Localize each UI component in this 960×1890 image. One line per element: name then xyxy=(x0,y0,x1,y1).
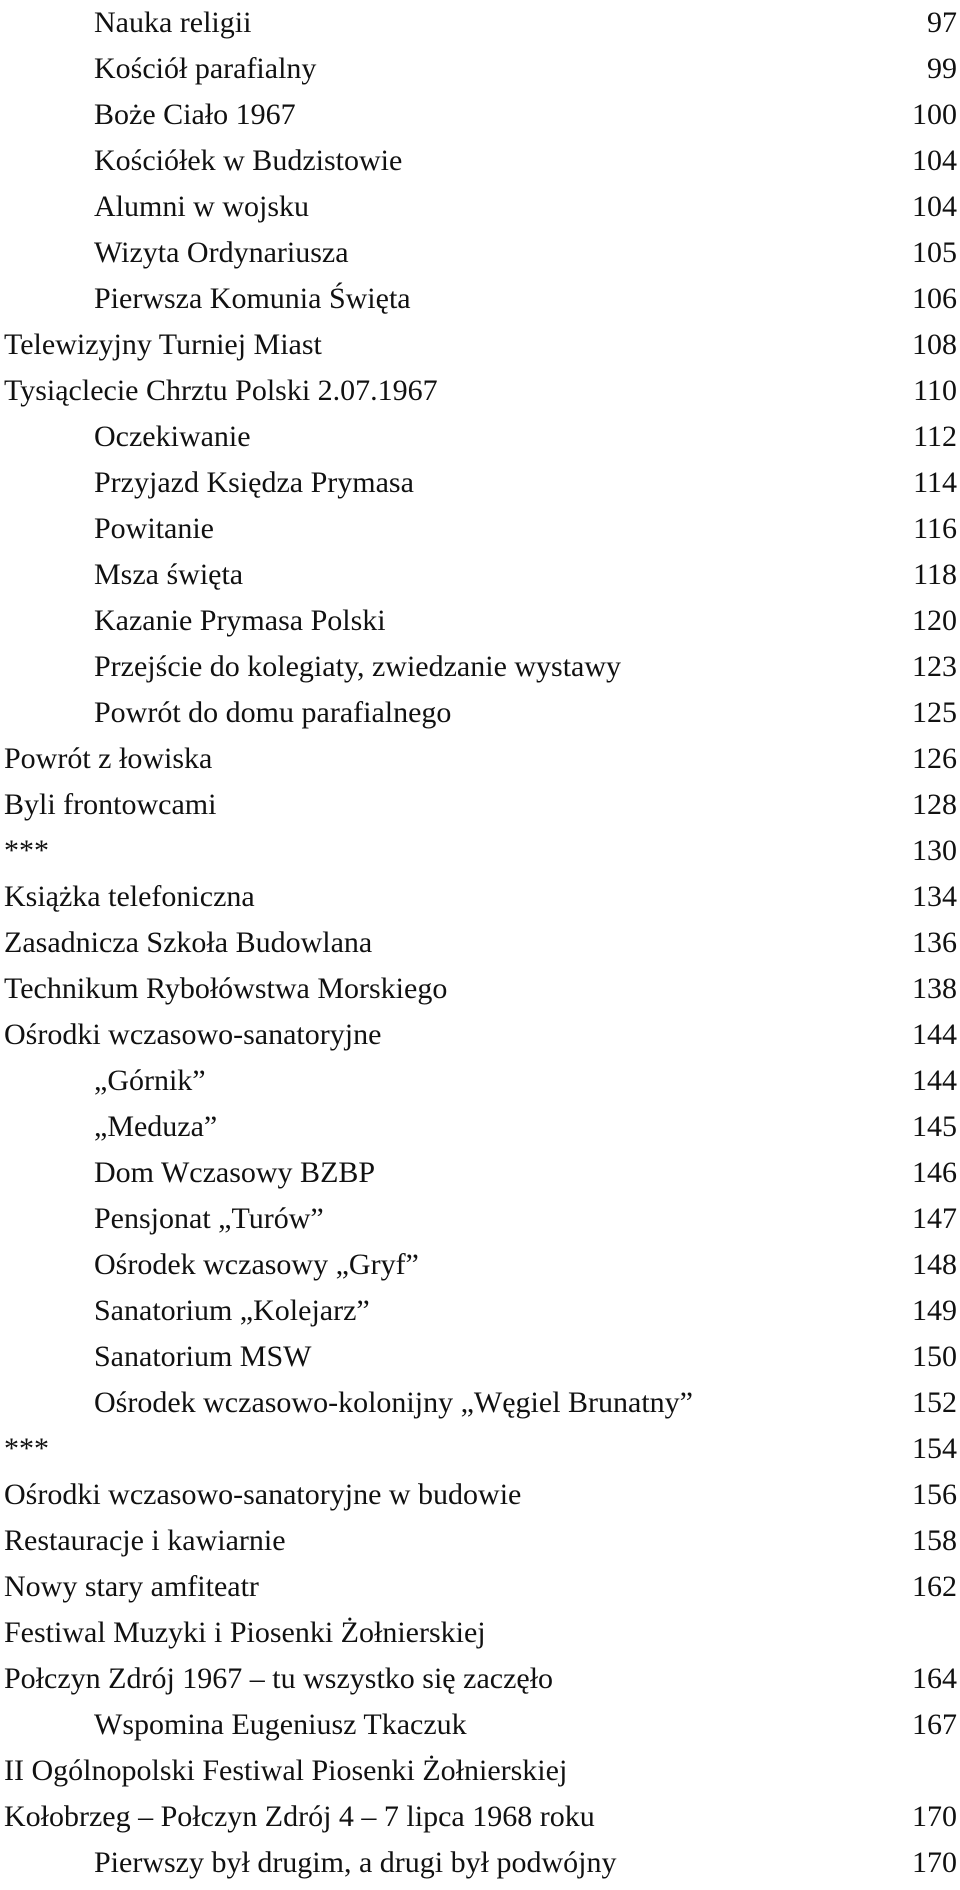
toc-entry-title: Ośrodek wczasowy „Gryf” xyxy=(94,1248,419,1281)
toc-entry-title: Alumni w wojsku xyxy=(94,190,310,223)
toc-entry-page-number: 144 xyxy=(912,1064,957,1097)
toc-entry-title: Przyjazd Księdza Prymasa xyxy=(94,466,414,499)
toc-entry-title: *** xyxy=(4,1432,49,1465)
toc-entry xyxy=(0,644,960,690)
toc-entry-page-number: 170 xyxy=(912,1846,957,1879)
toc-entry-title: Tysiąclecie Chrztu Polski 2.07.1967 xyxy=(4,374,438,407)
toc-entry-title: „Meduza” xyxy=(94,1110,218,1143)
toc-entry-title: Sanatorium „Kolejarz” xyxy=(94,1294,370,1327)
toc-entry-page-number: 147 xyxy=(912,1202,957,1235)
toc-entry-title: Boże Ciało 1967 xyxy=(94,98,296,131)
toc-entry-page-number: 138 xyxy=(912,972,957,1005)
toc-entry-title: Zasadnicza Szkoła Budowlana xyxy=(4,926,373,959)
toc-entry xyxy=(0,552,960,598)
toc-entry xyxy=(0,1702,960,1748)
toc-entry-page-number: 134 xyxy=(912,880,957,913)
toc-entry xyxy=(0,230,960,276)
toc-entry xyxy=(0,1656,960,1702)
toc-entry-title: II Ogólnopolski Festiwal Piosenki Żołnierskiej xyxy=(4,1754,568,1787)
toc-entry-page-number: 148 xyxy=(912,1248,957,1281)
toc-entry-title: Kościółek w Budzistowie xyxy=(94,144,403,177)
toc-entry xyxy=(0,460,960,506)
toc-entry-title: Wizyta Ordynariusza xyxy=(94,236,349,269)
toc-entry xyxy=(0,1196,960,1242)
toc-entry xyxy=(0,828,960,874)
toc-entry-page-number: 170 xyxy=(912,1800,957,1833)
toc-entry-page-number: 104 xyxy=(912,144,957,177)
toc-entry-title: Technikum Rybołówstwa Morskiego xyxy=(4,972,448,1005)
toc-entry xyxy=(0,782,960,828)
toc-entry-page-number: 162 xyxy=(912,1570,957,1603)
toc-entry xyxy=(0,1472,960,1518)
toc-entry-page-number: 123 xyxy=(912,650,957,683)
toc-entry xyxy=(0,1058,960,1104)
toc-entry-page-number: 149 xyxy=(912,1294,957,1327)
toc-entry-title: Połczyn Zdrój 1967 – tu wszystko się zaczęło xyxy=(4,1662,554,1695)
toc-entry-title: Kołobrzeg – Połczyn Zdrój 4 – 7 lipca 1968 roku xyxy=(4,1800,595,1833)
toc-entry xyxy=(0,1840,960,1886)
toc-entry xyxy=(0,46,960,92)
toc-entry-page-number: 100 xyxy=(912,98,957,131)
toc-entry xyxy=(0,1242,960,1288)
toc-entry-title: Ośrodki wczasowo-sanatoryjne w budowie xyxy=(4,1478,522,1511)
toc-entry xyxy=(0,874,960,920)
toc-entry-title: Przejście do kolegiaty, zwiedzanie wystawy xyxy=(94,650,622,683)
toc-entry-page-number: 154 xyxy=(912,1432,957,1465)
toc-entry xyxy=(0,1564,960,1610)
toc-entry-title: *** xyxy=(4,834,49,867)
toc-entry xyxy=(0,414,960,460)
toc-entry-page-number: 114 xyxy=(913,466,957,499)
toc-entry xyxy=(0,184,960,230)
toc-entry-title: Ośrodki wczasowo-sanatoryjne xyxy=(4,1018,382,1051)
toc-entry xyxy=(0,276,960,322)
toc-entry-page-number: 99 xyxy=(927,52,957,85)
toc-entry-page-number: 164 xyxy=(912,1662,957,1695)
toc-entry xyxy=(0,322,960,368)
toc-entry xyxy=(0,966,960,1012)
toc-entry xyxy=(0,1426,960,1472)
toc-entry-title: Telewizyjny Turniej Miast xyxy=(4,328,322,361)
toc-entry-title: Powitanie xyxy=(94,512,214,545)
toc-entry xyxy=(0,1380,960,1426)
toc-entry-title: Kościół parafialny xyxy=(94,52,317,85)
toc-entry xyxy=(0,598,960,644)
toc-entry-page-number: 108 xyxy=(912,328,957,361)
toc-entry-title: Nowy stary amfiteatr xyxy=(4,1570,259,1603)
toc-entry-title: „Górnik” xyxy=(94,1064,206,1097)
toc-entry-page-number: 158 xyxy=(912,1524,957,1557)
toc-entry-page-number: 112 xyxy=(913,420,957,453)
toc-entry-page-number: 152 xyxy=(912,1386,957,1419)
toc-entry xyxy=(0,1288,960,1334)
toc-entry-title: Sanatorium MSW xyxy=(94,1340,312,1373)
toc-entry xyxy=(0,92,960,138)
toc-entry-page-number: 136 xyxy=(912,926,957,959)
toc-entry-title: Kazanie Prymasa Polski xyxy=(94,604,386,637)
toc-entry-title: Pierwszy był drugim, a drugi był podwójny xyxy=(94,1846,617,1879)
toc-entry xyxy=(0,1748,960,1794)
toc-entry-page-number: 146 xyxy=(912,1156,957,1189)
toc-entry-title: Pensjonat „Turów” xyxy=(94,1202,324,1235)
toc-entry-page-number: 116 xyxy=(913,512,957,545)
toc-entry-page-number: 104 xyxy=(912,190,957,223)
toc-entry-title: Ośrodek wczasowo-kolonijny „Węgiel Brunatny” xyxy=(94,1386,693,1419)
toc-entry-page-number: 97 xyxy=(927,6,957,39)
toc-entry xyxy=(0,1334,960,1380)
toc-entry-title: Festiwal Muzyki i Piosenki Żołnierskiej xyxy=(4,1616,486,1649)
toc-entry-title: Wspomina Eugeniusz Tkaczuk xyxy=(94,1708,467,1741)
toc-entry-title: Byli frontowcami xyxy=(4,788,217,821)
toc-entry-title: Oczekiwanie xyxy=(94,420,251,453)
toc-entry-page-number: 126 xyxy=(912,742,957,775)
toc-entry-page-number: 156 xyxy=(912,1478,957,1511)
toc-entry-page-number: 125 xyxy=(912,696,957,729)
toc-entry-title: Książka telefoniczna xyxy=(4,880,255,913)
toc-entry-title: Powrót do domu parafialnego xyxy=(94,696,452,729)
toc-entry-page-number: 120 xyxy=(912,604,957,637)
toc-entry xyxy=(0,1012,960,1058)
toc-entry xyxy=(0,1518,960,1564)
toc-entry xyxy=(0,690,960,736)
toc-entry-title: Dom Wczasowy BZBP xyxy=(94,1156,376,1189)
toc-entry xyxy=(0,138,960,184)
toc-entry-page-number: 110 xyxy=(913,374,957,407)
toc-entry xyxy=(0,368,960,414)
toc-entry-page-number: 145 xyxy=(912,1110,957,1143)
toc-entry-page-number: 150 xyxy=(912,1340,957,1373)
toc-entry-page-number: 130 xyxy=(912,834,957,867)
toc-entry-page-number: 167 xyxy=(912,1708,957,1741)
toc-entry xyxy=(0,506,960,552)
toc-entry-page-number: 118 xyxy=(913,558,957,591)
toc-entry xyxy=(0,1150,960,1196)
toc-entry xyxy=(0,736,960,782)
toc-entry-page-number: 105 xyxy=(912,236,957,269)
toc-entry-page-number: 128 xyxy=(912,788,957,821)
toc-entry-title: Msza święta xyxy=(94,558,244,591)
toc-entry-page-number: 106 xyxy=(912,282,957,315)
toc-entry-title: Nauka religii xyxy=(94,6,252,39)
toc-entry xyxy=(0,0,960,46)
toc-entry-title: Powrót z łowiska xyxy=(4,742,213,775)
toc-entry xyxy=(0,1104,960,1150)
toc-entry xyxy=(0,1610,960,1656)
toc-entry xyxy=(0,920,960,966)
toc-entry-title: Pierwsza Komunia Święta xyxy=(94,282,411,315)
toc-entry-title: Restauracje i kawiarnie xyxy=(4,1524,286,1557)
toc-entry xyxy=(0,1794,960,1840)
toc-entry-page-number: 144 xyxy=(912,1018,957,1051)
